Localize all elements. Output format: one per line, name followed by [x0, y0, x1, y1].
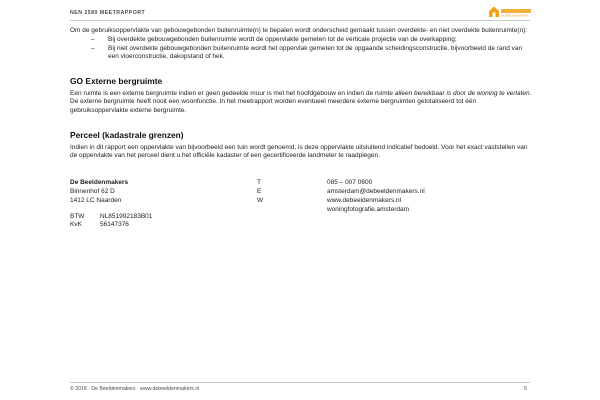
company-logo	[488, 5, 532, 18]
section-heading-perceel: Perceel (kadastrale grenzen)	[70, 130, 184, 141]
website-link[interactable]: www.debeeldenmakers.nl	[327, 197, 402, 204]
logo-text: DE BEELDENMAKERS	[501, 14, 529, 18]
phone-label: T	[257, 179, 261, 186]
email-link[interactable]: amsterdam@debeeldenmakers.nl	[327, 188, 425, 195]
address-line-2: 1412 LC Naarden	[70, 197, 122, 204]
list-item: – Bij overdekte gebouwgebonden buitenruimte wordt de oppervlakte gemeten tot de verticale projectie van de overkapping;	[91, 36, 457, 44]
kvk-label: KvK	[70, 221, 82, 229]
buitenruimte-list	[70, 36, 532, 61]
footer-divider	[70, 382, 530, 383]
intro-paragraph: Om de gebruiksoppervlakte van gebouwgebonden buitenruimte(n) te bepalen wordt onderscheid gemaakt tussen overdekte- en niet overdekte buitenruimte(n):	[70, 27, 528, 34]
list-item: – Bij niet overdekte gebouwgebonden buitenruimte wordt het oppervlak gemeten tot de opgaande scheidingsconstructie, bijvoorbeeld de rand van een vloerconstructie, dakopstand of hek.	[91, 44, 523, 60]
website-link-2[interactable]: woningfotografie.amsterdam	[327, 206, 410, 213]
section-heading-go-externe: GO Externe bergruimte	[70, 76, 163, 87]
phone-number[interactable]: 085 – 007 0600	[327, 179, 373, 186]
header-divider	[70, 20, 530, 21]
main-content	[70, 27, 532, 161]
address-line-1: Binnenhof 62 D	[70, 188, 115, 195]
web-label: W	[257, 197, 264, 204]
perceel-paragraph: Indien in dit rapport een oppervlakte van bijvoorbeeld een tuin wordt genoemd, is deze oppervlakte uitsluitend indicatief bedoeld. Voor het exact vaststellen van de oppervlakte van het perceel dient u het officiële kadaster of een gecertificeerde landmeter te raadplegen.	[70, 144, 528, 160]
kvk-number: 56147376	[100, 221, 129, 229]
page-number: 5	[524, 386, 527, 392]
contact-block	[70, 178, 532, 214]
company-name: De Beeldenmakers	[70, 179, 129, 186]
report-header-title: NEN 2580 MEETRAPPORT	[70, 10, 146, 16]
footer-copyright: © 2018 · De Beeldenmakers · www.debeeldenmakers.nl	[70, 386, 200, 392]
logo-wordmark	[501, 9, 531, 13]
go-externe-paragraph: Een ruimte is een externe bergruimte indien er geen gedeelde muur is met het hoofdgebouw en indien de ruimte alleen bereikbaar is door de woning te verlaten. De externe bergruimte heeft nooit een woonfunctie. In het meetrapport worden eventueel meerdere externe bergruimten getotaliseerd tot één gebruiksoppervlakte externe bergruimte.	[70, 90, 532, 114]
email-label: E	[257, 188, 262, 195]
btw-number: NL851992183B01	[100, 213, 153, 220]
btw-label: BTW	[70, 213, 85, 220]
